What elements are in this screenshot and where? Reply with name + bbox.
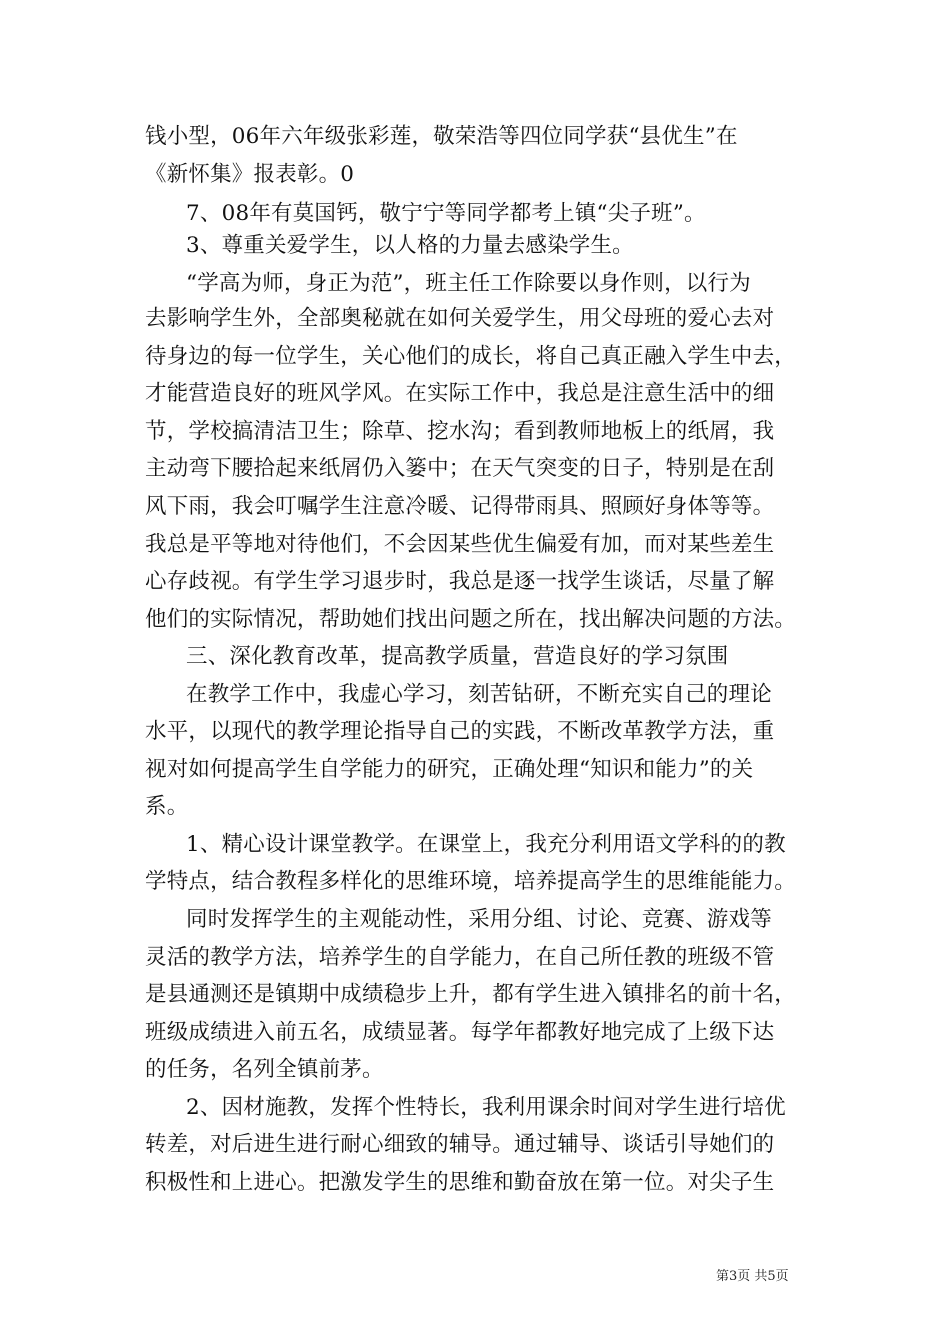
text-line: 风下雨，我会叮嘱学生注意冷暖、记得带雨具、照顾好身体等等。	[145, 494, 775, 519]
text-line: 学特点，结合教程多样化的思维环境，培养提高学生的思维能能力。	[145, 869, 797, 894]
text-line: “学高为师，身正为范”，班主任工作除要以身作则，以行为	[186, 271, 751, 296]
text-line: 他们的实际情况，帮助她们找出问题之所在，找出解决问题的方法。	[145, 607, 797, 632]
text-line: 在教学工作中，我虚心学习，刻苦钻研，不断充实自己的理论	[186, 682, 772, 707]
text-line: 是县通测还是镇期中成绩稳步上升，都有学生进入镇排名的前十名，	[145, 982, 797, 1007]
section-heading: 三、深化教育改革，提高教学质量，营造良好的学习氛围	[186, 644, 729, 669]
text-line: 水平，以现代的教学理论指导自己的实践，不断改革教学方法，重	[145, 719, 775, 744]
text-line: 转差，对后进生进行耐心细致的辅导。通过辅导、谈话引导她们的	[145, 1132, 775, 1157]
text-line: 心存歧视。有学生学习退步时，我总是逐一找学生谈话，尽量了解	[145, 569, 775, 594]
text-line: 班级成绩进入前五名，成绩显著。每学年都教好地完成了上级下达	[145, 1020, 775, 1045]
text-line: 主动弯下腰拾起来纸屑仍入篓中；在天气突变的日子，特别是在刮	[145, 456, 775, 481]
text-line: 节，学校搞清洁卫生；除草、挖水沟；看到教师地板上的纸屑，我	[145, 419, 775, 444]
text-line: 去影响学生外，全部奥秘就在如何关爱学生，用父母班的爱心去对	[145, 306, 775, 331]
text-line: 7、08年有莫国钙，敬宁宁等同学都考上镇“尖子班”。	[186, 201, 706, 226]
text-line: 系。	[145, 794, 189, 819]
text-line: 1、精心设计课堂教学。在课堂上，我充分利用语文学科的的教	[186, 832, 786, 857]
text-line: 视对如何提高学生自学能力的研究，正确处理“知识和能力”的关	[145, 757, 754, 782]
text-line: 《新怀集》报表彰。0	[145, 162, 355, 187]
text-line: 2、因材施教，发挥个性特长，我利用课余时间对学生进行培优	[186, 1095, 786, 1120]
page-number-footer: 第3页 共5页	[716, 1269, 789, 1284]
text-line: 积极性和上进心。把激发学生的思维和勤奋放在第一位。对尖子生	[145, 1170, 775, 1195]
text-line: 待身边的每一位学生，关心他们的成长，将自己真正融入学生中去，	[145, 344, 797, 369]
text-line: 我总是平等地对待他们，不会因某些优生偏爱有加，而对某些差生	[145, 532, 775, 557]
text-line: 3、尊重关爱学生，以人格的力量去感染学生。	[186, 233, 634, 258]
text-line: 同时发挥学生的主观能动性，采用分组、讨论、竞赛、游戏等	[186, 907, 772, 932]
text-line: 钱小型，06年六年级张彩莲，敬荣浩等四位同学获“县优生”在	[145, 124, 738, 149]
text-line: 的任务，名列全镇前茅。	[145, 1057, 384, 1082]
text-line: 才能营造良好的班风学风。在实际工作中，我总是注意生活中的细	[145, 381, 775, 406]
text-line: 灵活的教学方法，培养学生的自学能力，在自己所任教的班级不管	[145, 945, 775, 970]
